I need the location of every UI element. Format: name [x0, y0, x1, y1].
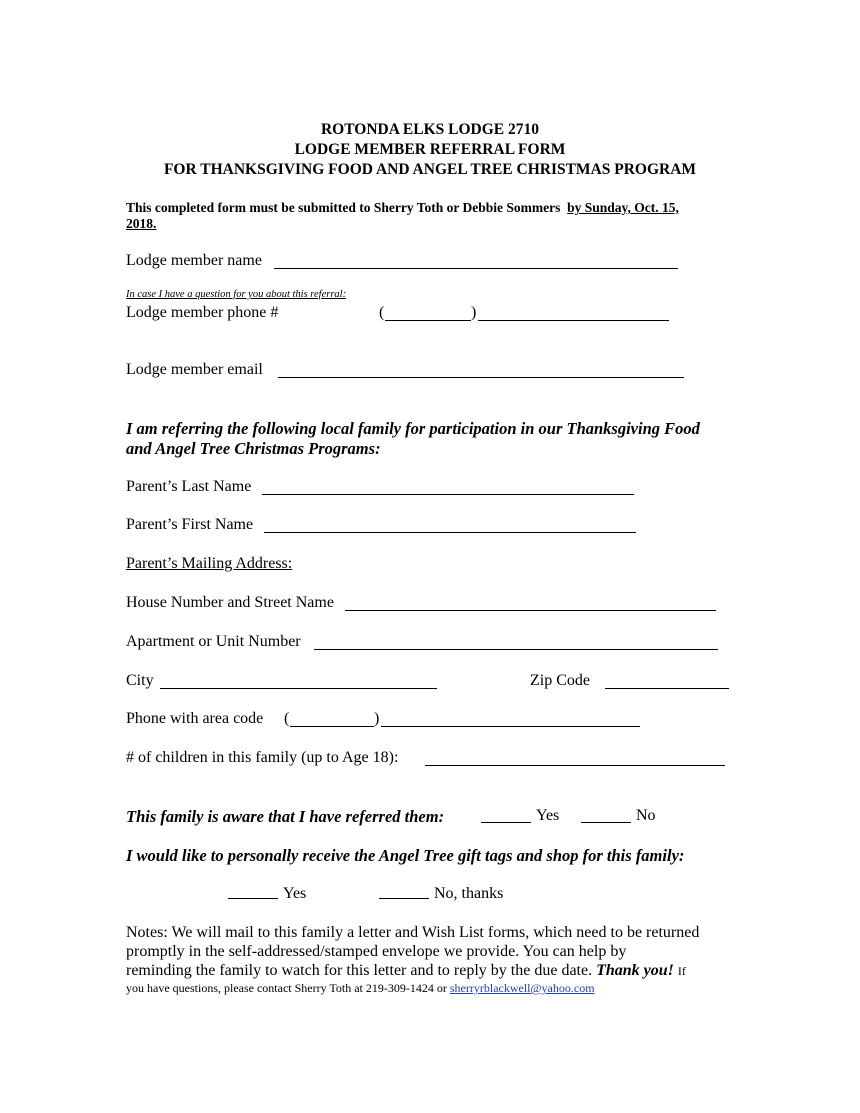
- parent-first-name-label: Parent’s First Name: [126, 516, 254, 533]
- form-title-lodge: ROTONDA ELKS LODGE 2710: [320, 121, 540, 138]
- children-count-field[interactable]: [425, 752, 725, 766]
- member-phone-label: Lodge member phone #: [126, 304, 279, 321]
- angel-no-label: No, thanks: [434, 885, 504, 902]
- unit-label: Apartment or Unit Number: [126, 633, 301, 650]
- aware-yes-field[interactable]: [481, 809, 531, 823]
- family-phone-area-close: ): [374, 710, 380, 727]
- notes-line-3-text: reminding the family to watch for this letter and to reply by the due date.: [126, 962, 593, 979]
- angel-no-field[interactable]: [379, 885, 429, 899]
- deadline-text: by Sunday, Oct. 15,: [567, 200, 679, 215]
- family-phone-label: Phone with area code: [126, 710, 264, 727]
- member-phone-field[interactable]: [478, 307, 669, 321]
- parent-first-name-field[interactable]: [264, 519, 636, 533]
- angel-yes-field[interactable]: [228, 885, 278, 899]
- parent-last-name-label: Parent’s Last Name: [126, 478, 252, 495]
- member-phone-area-open: (: [379, 304, 385, 321]
- notes-line-2: promptly in the self-addressed/stamped envelope we provide. You can help by: [126, 943, 627, 960]
- member-name-label: Lodge member name: [126, 252, 262, 269]
- family-phone-area-field[interactable]: [290, 713, 374, 727]
- member-email-label: Lodge member email: [126, 361, 263, 378]
- aware-no-label: No: [636, 807, 656, 824]
- thank-you-text: Thank you!: [596, 962, 674, 979]
- question-note: In case I have a question for you about this referral:: [126, 289, 347, 300]
- unit-field[interactable]: [314, 636, 718, 650]
- city-label: City: [126, 672, 154, 689]
- street-label: House Number and Street Name: [126, 594, 334, 611]
- member-phone-area-close: ): [471, 304, 477, 321]
- notes-line-1: Notes: We will mail to this family a letter and Wish List forms, which need to be returned: [126, 924, 700, 941]
- mailing-address-heading: Parent’s Mailing Address:: [126, 555, 293, 572]
- member-phone-area-field[interactable]: [385, 307, 471, 321]
- form-title-referral: LODGE MEMBER REFERRAL FORM: [294, 141, 566, 158]
- zip-label: Zip Code: [530, 672, 590, 689]
- angel-tree-question: I would like to personally receive the Angel Tree gift tags and shop for this family:: [126, 846, 685, 865]
- member-name-row: [126, 252, 262, 270]
- parent-last-name-field[interactable]: [262, 481, 634, 495]
- form-title-program: FOR THANKSGIVING FOOD AND ANGEL TREE CHRISTMAS PROGRAM: [163, 161, 697, 178]
- notes-if-word: If: [677, 964, 686, 978]
- submission-instruction: [126, 200, 679, 216]
- angel-yes-label: Yes: [283, 885, 307, 902]
- aware-yes-label: Yes: [536, 807, 560, 824]
- aware-no-field[interactable]: [581, 809, 631, 823]
- family-phone-area-open: (: [284, 710, 290, 727]
- zip-field[interactable]: [605, 675, 729, 689]
- contact-line: [126, 981, 595, 996]
- aware-question: This family is aware that I have referred them:: [126, 807, 445, 826]
- street-field[interactable]: [345, 597, 716, 611]
- member-name-field[interactable]: [274, 255, 678, 269]
- referral-statement-2: and Angel Tree Christmas Programs:: [126, 439, 381, 458]
- family-phone-field[interactable]: [381, 713, 640, 727]
- contact-text: you have questions, please contact Sherry Toth at 219-309-1424 or: [126, 981, 447, 995]
- deadline-year: 2018.: [126, 216, 157, 231]
- contact-email-link[interactable]: sherryrblackwell@yahoo.com: [449, 981, 595, 995]
- notes-line-3: [126, 962, 686, 980]
- member-email-field[interactable]: [278, 364, 684, 378]
- children-count-label: # of children in this family (up to Age 18):: [126, 749, 399, 766]
- city-field[interactable]: [160, 675, 437, 689]
- referral-statement-1: I am referring the following local family for participation in our Thanksgiving Food: [126, 419, 700, 438]
- submission-text: This completed form must be submitted to Sherry Toth or Debbie Sommers: [126, 200, 561, 215]
